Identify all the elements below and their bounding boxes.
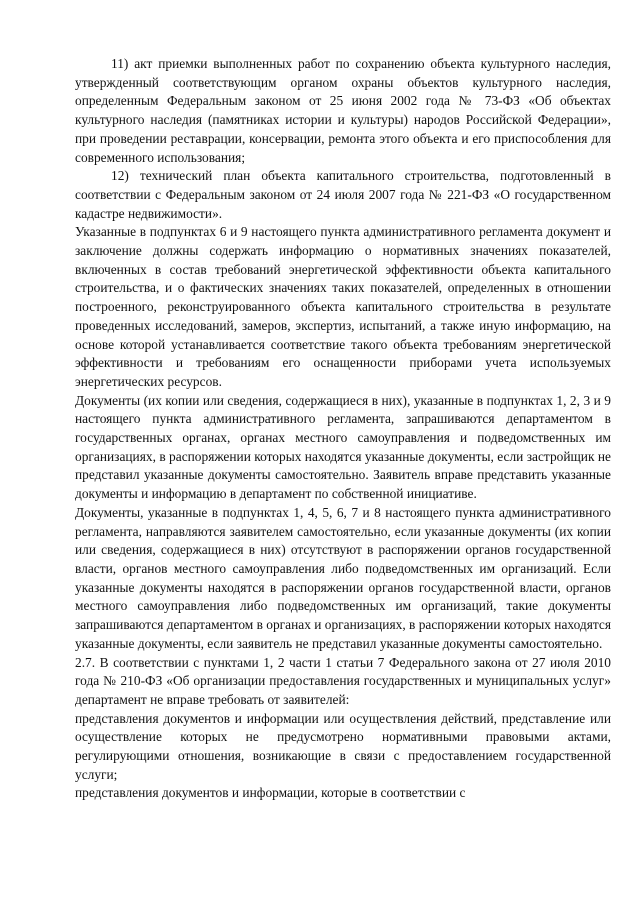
paragraph-applicant-documents: Документы, указанные в подпунктах 1, 4, 5, 6, 7 и 8 настоящего пункта административного регламента, направляются заявителем самостоятельно, если указанные документы (их копии или сведения, содержащиеся в них) отсутствуют в распоряжении органов государственной власти, органов местного самоуправления либо подведомственных им организаций. Если указанные документы находятся в распоряжении органов государственной власти, органов местного самоуправления либо подведомственных им организаций, такие документы запрашиваются департаментом в органах и организациях, в распоряжении которых находятся указанные документы, если заявитель не представил указанные документы самостоятельно. bbox=[75, 504, 611, 651]
paragraph-prohibition-1: представления документов и информации или осуществления действий, представление или осуществление которых не предусмотрено нормативными правовыми актами, регулирующими отношения, возникающие в связи с предоставлением государственной услуги; bbox=[75, 710, 611, 782]
paragraph-item-12: 12) технический план объекта капитального строительства, подготовленный в соответствии с Федеральным законом от 24 июля 2007 года № 221-ФЗ «О государственном кадастре недвижимости». bbox=[75, 168, 611, 221]
paragraph-item-11: 11) акт приемки выполненных работ по сохранению объекта культурного наследия, утвержденный соответствующим органом охраны объектов культурного наследия, определенным Федеральным законом от 25 июня 2002 года № 73-ФЗ «Об объектах культурного наследия (памятниках истории и культуры) народов Российской Федерации», при проведении реставрации, консервации, ремонта этого объекта и его приспособления для современного использования; bbox=[75, 56, 611, 165]
paragraph-energy-efficiency: Указанные в подпунктах 6 и 9 настоящего пункта административного регламента документ и заключение должны содержать информацию о нормативных значениях показателей, включенных в состав требований энергетической эффективности объекта капитального строительства, и о фактических значениях таких показателей, определенных в отношении построенного, реконструированного объекта капитального строительства в результате проведенных исследований, замеров, экспертиз, испытаний, а также иную информацию, на основе которой устанавливается соответствие такого объекта требованиям энергетической эффективности и требованиям его оснащенности приборами учета используемых энергетических ресурсов. bbox=[75, 224, 611, 389]
paragraph-prohibition-2: представления документов и информации, которые в соответствии с bbox=[75, 785, 466, 801]
paragraph-section-2-7: 2.7. В соответствии с пунктами 1, 2 части 1 статьи 7 Федерального закона от 27 июля 2010 года № 210-ФЗ «Об организации предоставления государственных и муниципальных услуг» департамент не вправе требовать от заявителей: bbox=[75, 654, 611, 707]
paragraph-requested-documents: Документы (их копии или сведения, содержащиеся в них), указанные в подпунктах 1, 2, 3 и 9 настоящего пункта административного регламента, запрашиваются департаментом в государственных органах, органах местного самоуправления и подведомственных им организациях, в распоряжении которых находятся указанные документы, если застройщик не представил указанные документы самостоятельно. Заявитель вправе представить указанные документы и информацию в департамент по собственной инициативе. bbox=[75, 392, 611, 502]
document-page bbox=[75, 55, 611, 803]
